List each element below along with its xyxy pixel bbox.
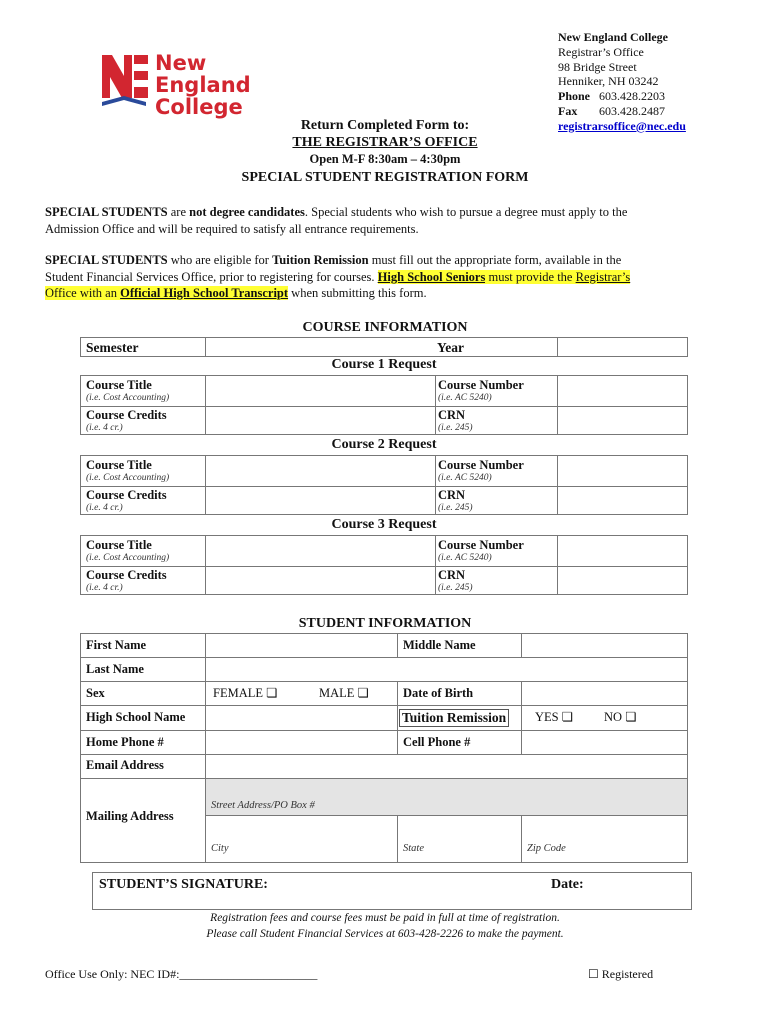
return-line2: THE REGISTRAR’S OFFICE [292, 135, 478, 150]
student-info-title: STUDENT INFORMATION [298, 616, 472, 631]
college-name: New England College [558, 30, 669, 44]
office-use: Office Use Only: NEC ID#:_______________________ [45, 967, 318, 981]
first-name-field[interactable] [206, 634, 396, 657]
fax-number: 603.428.2487 [599, 103, 665, 118]
course-2-request-title: Course 2 Request [331, 437, 437, 452]
course-3-crn-field[interactable] [558, 567, 687, 596]
course-credits-hint: (i.e. 4 cr.) [86, 503, 123, 513]
course-number-hint: (i.e. AC 5240) [438, 473, 492, 483]
course-1-request-title: Course 1 Request [331, 357, 437, 372]
registered-checkbox-icon: ☐ [588, 967, 599, 981]
logo-line1: New England [155, 51, 251, 97]
course-1-crn-field[interactable] [558, 407, 687, 436]
logo-line2: College [155, 95, 243, 119]
course-2-credits-field[interactable] [206, 487, 435, 516]
year-label: Year [437, 340, 464, 355]
signature-box[interactable] [92, 872, 692, 910]
last-name-field[interactable] [206, 658, 687, 681]
hs-name-field[interactable] [206, 706, 396, 730]
course-title-label: Course Title [86, 538, 152, 552]
course-2-crn-field[interactable] [558, 487, 687, 516]
course-1-table [80, 375, 688, 435]
crn-label: CRN [438, 568, 466, 582]
home-phone-field[interactable] [206, 731, 396, 754]
signature-label: STUDENT’S SIGNATURE: [99, 877, 268, 892]
no-checkbox-icon: ❏ [625, 710, 637, 724]
female-option[interactable]: FEMALE ❏ [213, 686, 278, 700]
state-field[interactable] [398, 816, 522, 862]
middle-name-field[interactable] [522, 634, 687, 657]
course-1-title-field[interactable] [206, 376, 435, 406]
last-name-label: Last Name [86, 662, 144, 676]
first-name-label: First Name [86, 638, 147, 652]
tuition-remission-label: Tuition Remission [399, 709, 509, 727]
crn-label: CRN [438, 408, 466, 422]
intro-paragraph-1: SPECIAL STUDENTS are not degree candidates. Special students who wish to pursue a degree must apply to the Admission Office and will be required to satisfy all entrance requirements. [45, 205, 628, 236]
city-field[interactable] [206, 816, 396, 862]
street-field[interactable] [206, 779, 687, 815]
course-number-hint: (i.e. AC 5240) [438, 393, 492, 403]
semester-field[interactable] [205, 338, 435, 356]
course-credits-label: Course Credits [86, 488, 167, 502]
course-1-credits-field[interactable] [206, 407, 435, 436]
registrar-address [558, 30, 686, 134]
street: 98 Bridge Street [558, 59, 637, 74]
phone-number: 603.428.2203 [599, 89, 665, 104]
cell-phone-field[interactable] [522, 731, 687, 754]
form-title: SPECIAL STUDENT REGISTRATION FORM [241, 170, 529, 185]
yes-checkbox-icon: ❏ [561, 710, 573, 724]
tuition-yes-option[interactable]: YES ❏ [535, 710, 573, 724]
course-2-title-field[interactable] [206, 456, 435, 486]
course-title-hint: (i.e. Cost Accounting) [86, 393, 170, 403]
fax-label: Fax [558, 103, 578, 118]
return-line1: Return Completed Form to: [300, 118, 470, 133]
course-credits-label: Course Credits [86, 408, 167, 422]
mailing-address-label: Mailing Address [86, 809, 174, 823]
intro-paragraph-2: SPECIAL STUDENTS who are eligible for Tuition Remission must fill out the appropriate form, available in the Student Financial Services Office, prior to registering for courses. High School Seniors must provide the Registrar’s Office with an Official High School Transcript when submitting this form. [45, 253, 631, 300]
tuition-no-option[interactable]: NO ❏ [604, 710, 637, 724]
course-3-credits-field[interactable] [206, 567, 435, 596]
course-title-hint: (i.e. Cost Accounting) [86, 553, 170, 563]
dob-field[interactable] [522, 682, 687, 705]
payment-note-2: Please call Student Financial Services at 603-428-2226 to make the payment. [206, 928, 564, 940]
dob-label: Date of Birth [403, 686, 474, 700]
course-credits-hint: (i.e. 4 cr.) [86, 583, 123, 593]
home-phone-label: Home Phone # [86, 735, 164, 749]
course-3-request-title: Course 3 Request [331, 517, 437, 532]
city-hint: City [211, 843, 229, 854]
semester-label: Semester [86, 340, 139, 355]
year-field[interactable] [557, 338, 687, 356]
phone-label: Phone [558, 89, 591, 104]
city-state-zip: Henniker, NH 03242 [558, 74, 659, 89]
course-3-number-field[interactable] [558, 536, 687, 566]
crn-hint: (i.e. 245) [438, 423, 473, 433]
zip-hint: Zip Code [527, 843, 566, 854]
course-2-table [80, 455, 688, 515]
course-1-number-field[interactable] [558, 376, 687, 406]
email-link[interactable]: registrarsoffice@nec.edu [558, 118, 686, 133]
return-to-block [220, 117, 550, 168]
date-label: Date: [551, 877, 584, 892]
course-3-table [80, 535, 688, 595]
semester-row [80, 337, 688, 357]
course-info-title: COURSE INFORMATION [302, 320, 468, 335]
course-title-label: Course Title [86, 458, 152, 472]
email-label: Email Address [86, 758, 164, 772]
office-hours: Open M-F 8:30am – 4:30pm [309, 152, 461, 166]
course-number-label: Course Number [438, 458, 524, 472]
course-credits-hint: (i.e. 4 cr.) [86, 423, 123, 433]
crn-hint: (i.e. 245) [438, 503, 473, 513]
course-title-label: Course Title [86, 378, 152, 392]
course-2-number-field[interactable] [558, 456, 687, 486]
state-hint: State [403, 843, 424, 854]
street-hint: Street Address/PO Box # [211, 800, 315, 811]
email-field[interactable] [206, 755, 687, 778]
female-checkbox-icon: ❏ [266, 686, 278, 700]
course-number-label: Course Number [438, 378, 524, 392]
crn-label: CRN [438, 488, 466, 502]
crn-hint: (i.e. 245) [438, 583, 473, 593]
course-credits-label: Course Credits [86, 568, 167, 582]
sex-label: Sex [86, 686, 105, 700]
course-number-hint: (i.e. AC 5240) [438, 553, 492, 563]
payment-note-1: Registration fees and course fees must be paid in full at time of registration. [210, 912, 560, 924]
office-name: Registrar’s Office [558, 44, 644, 59]
registered-option[interactable]: ☐ Registered [588, 967, 654, 981]
male-option[interactable]: MALE ❏ [319, 686, 369, 700]
cell-phone-label: Cell Phone # [403, 735, 471, 749]
college-logo [100, 50, 300, 119]
course-title-hint: (i.e. Cost Accounting) [86, 473, 170, 483]
hs-name-label: High School Name [86, 710, 186, 724]
male-checkbox-icon: ❏ [357, 686, 369, 700]
zip-field[interactable] [522, 816, 687, 862]
student-info-table [80, 633, 688, 863]
course-3-title-field[interactable] [206, 536, 435, 566]
course-number-label: Course Number [438, 538, 524, 552]
middle-name-label: Middle Name [403, 638, 476, 652]
